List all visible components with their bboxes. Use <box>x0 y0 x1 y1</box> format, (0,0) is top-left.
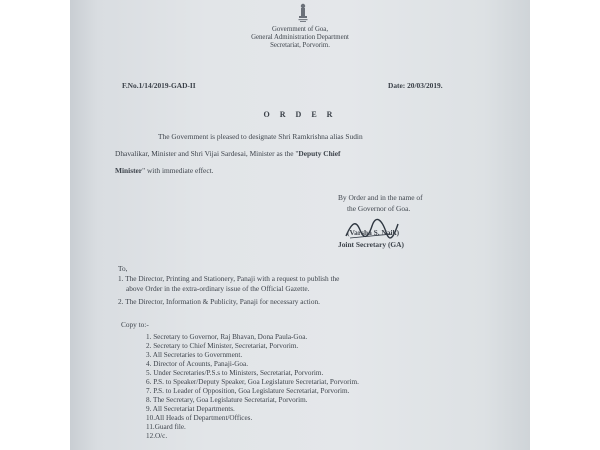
copy-item: 7. P.S. to Leader of Opposition, Goa Legislature Secretariat, Porvorim. <box>146 387 350 395</box>
copy-item: 12.O/c. <box>146 432 168 440</box>
copy-item: 8. The Secretary, Goa Legislature Secretariat, Porvorim. <box>146 396 308 404</box>
order-title: O R D E R <box>263 110 337 119</box>
to-item-2: 2. The Director, Information & Publicity, Panaji for necessary action. <box>118 297 320 306</box>
order-document <box>70 0 530 450</box>
signatory-title: Joint Secretary (GA) <box>338 240 404 249</box>
header-address: Secretariat, Porvorim. <box>270 42 330 49</box>
order-paragraph-line-1: The Government is pleased to designate Shri Ramkrishna alias Sudin <box>158 132 363 141</box>
to-label: To, <box>118 264 128 273</box>
state-emblem-icon <box>296 2 310 24</box>
header-government: Government of Goa, <box>271 26 329 33</box>
copy-item: 10.All Heads of Department/Offices. <box>146 414 253 422</box>
file-number: F.No.1/14/2019-GAD-II <box>122 81 196 90</box>
order-date: Date: 20/03/2019. <box>388 81 443 90</box>
copy-item: 11.Guard file. <box>146 423 186 431</box>
order-text: Dhavalikar, Minister and Shri Vijai Sardesai, Minister as the " <box>115 149 299 158</box>
designation-text: Deputy Chief <box>298 149 341 158</box>
order-paragraph-line-3 <box>115 166 214 175</box>
designation-text-cont: Minister <box>115 166 143 175</box>
to-item-1-line-2: above Order in the extra-ordinary issue of the Official Gazette. <box>126 284 310 293</box>
copy-item: 5. Under Secretaries/P.S.s to Ministers, Secretariat, Porvorim. <box>146 369 324 377</box>
signature-line-2: the Governor of Goa. <box>347 204 411 213</box>
signature-line-1: By Order and in the name of <box>338 193 423 202</box>
header-department: General Administration Department <box>251 34 349 41</box>
copy-item: 3. All Secretaries to Government. <box>146 351 243 359</box>
copy-to-label: Copy to:- <box>121 320 149 329</box>
to-item-1-line-1: 1. The Director, Printing and Stationery, Panaji with a request to publish the <box>118 274 340 283</box>
order-paragraph-line-2 <box>115 149 340 158</box>
copy-item: 6. P.S. to Speaker/Deputy Speaker, Goa Legislature Secretariat, Porvorim. <box>146 378 359 386</box>
copy-item: 9. All Secretariat Departments. <box>146 405 235 413</box>
copy-item: 4. Director of Acounts, Panaji-Goa. <box>146 360 248 368</box>
copy-item: 2. Secretary to Chief Minister, Secretariat, Porvorim. <box>146 342 299 350</box>
signatory-name: (Varsha S. Naik) <box>347 228 400 237</box>
copy-item: 1. Secretary to Governor, Raj Bhavan, Dona Paula-Goa. <box>146 333 308 341</box>
order-text-end: " with immediate effect. <box>142 166 214 175</box>
